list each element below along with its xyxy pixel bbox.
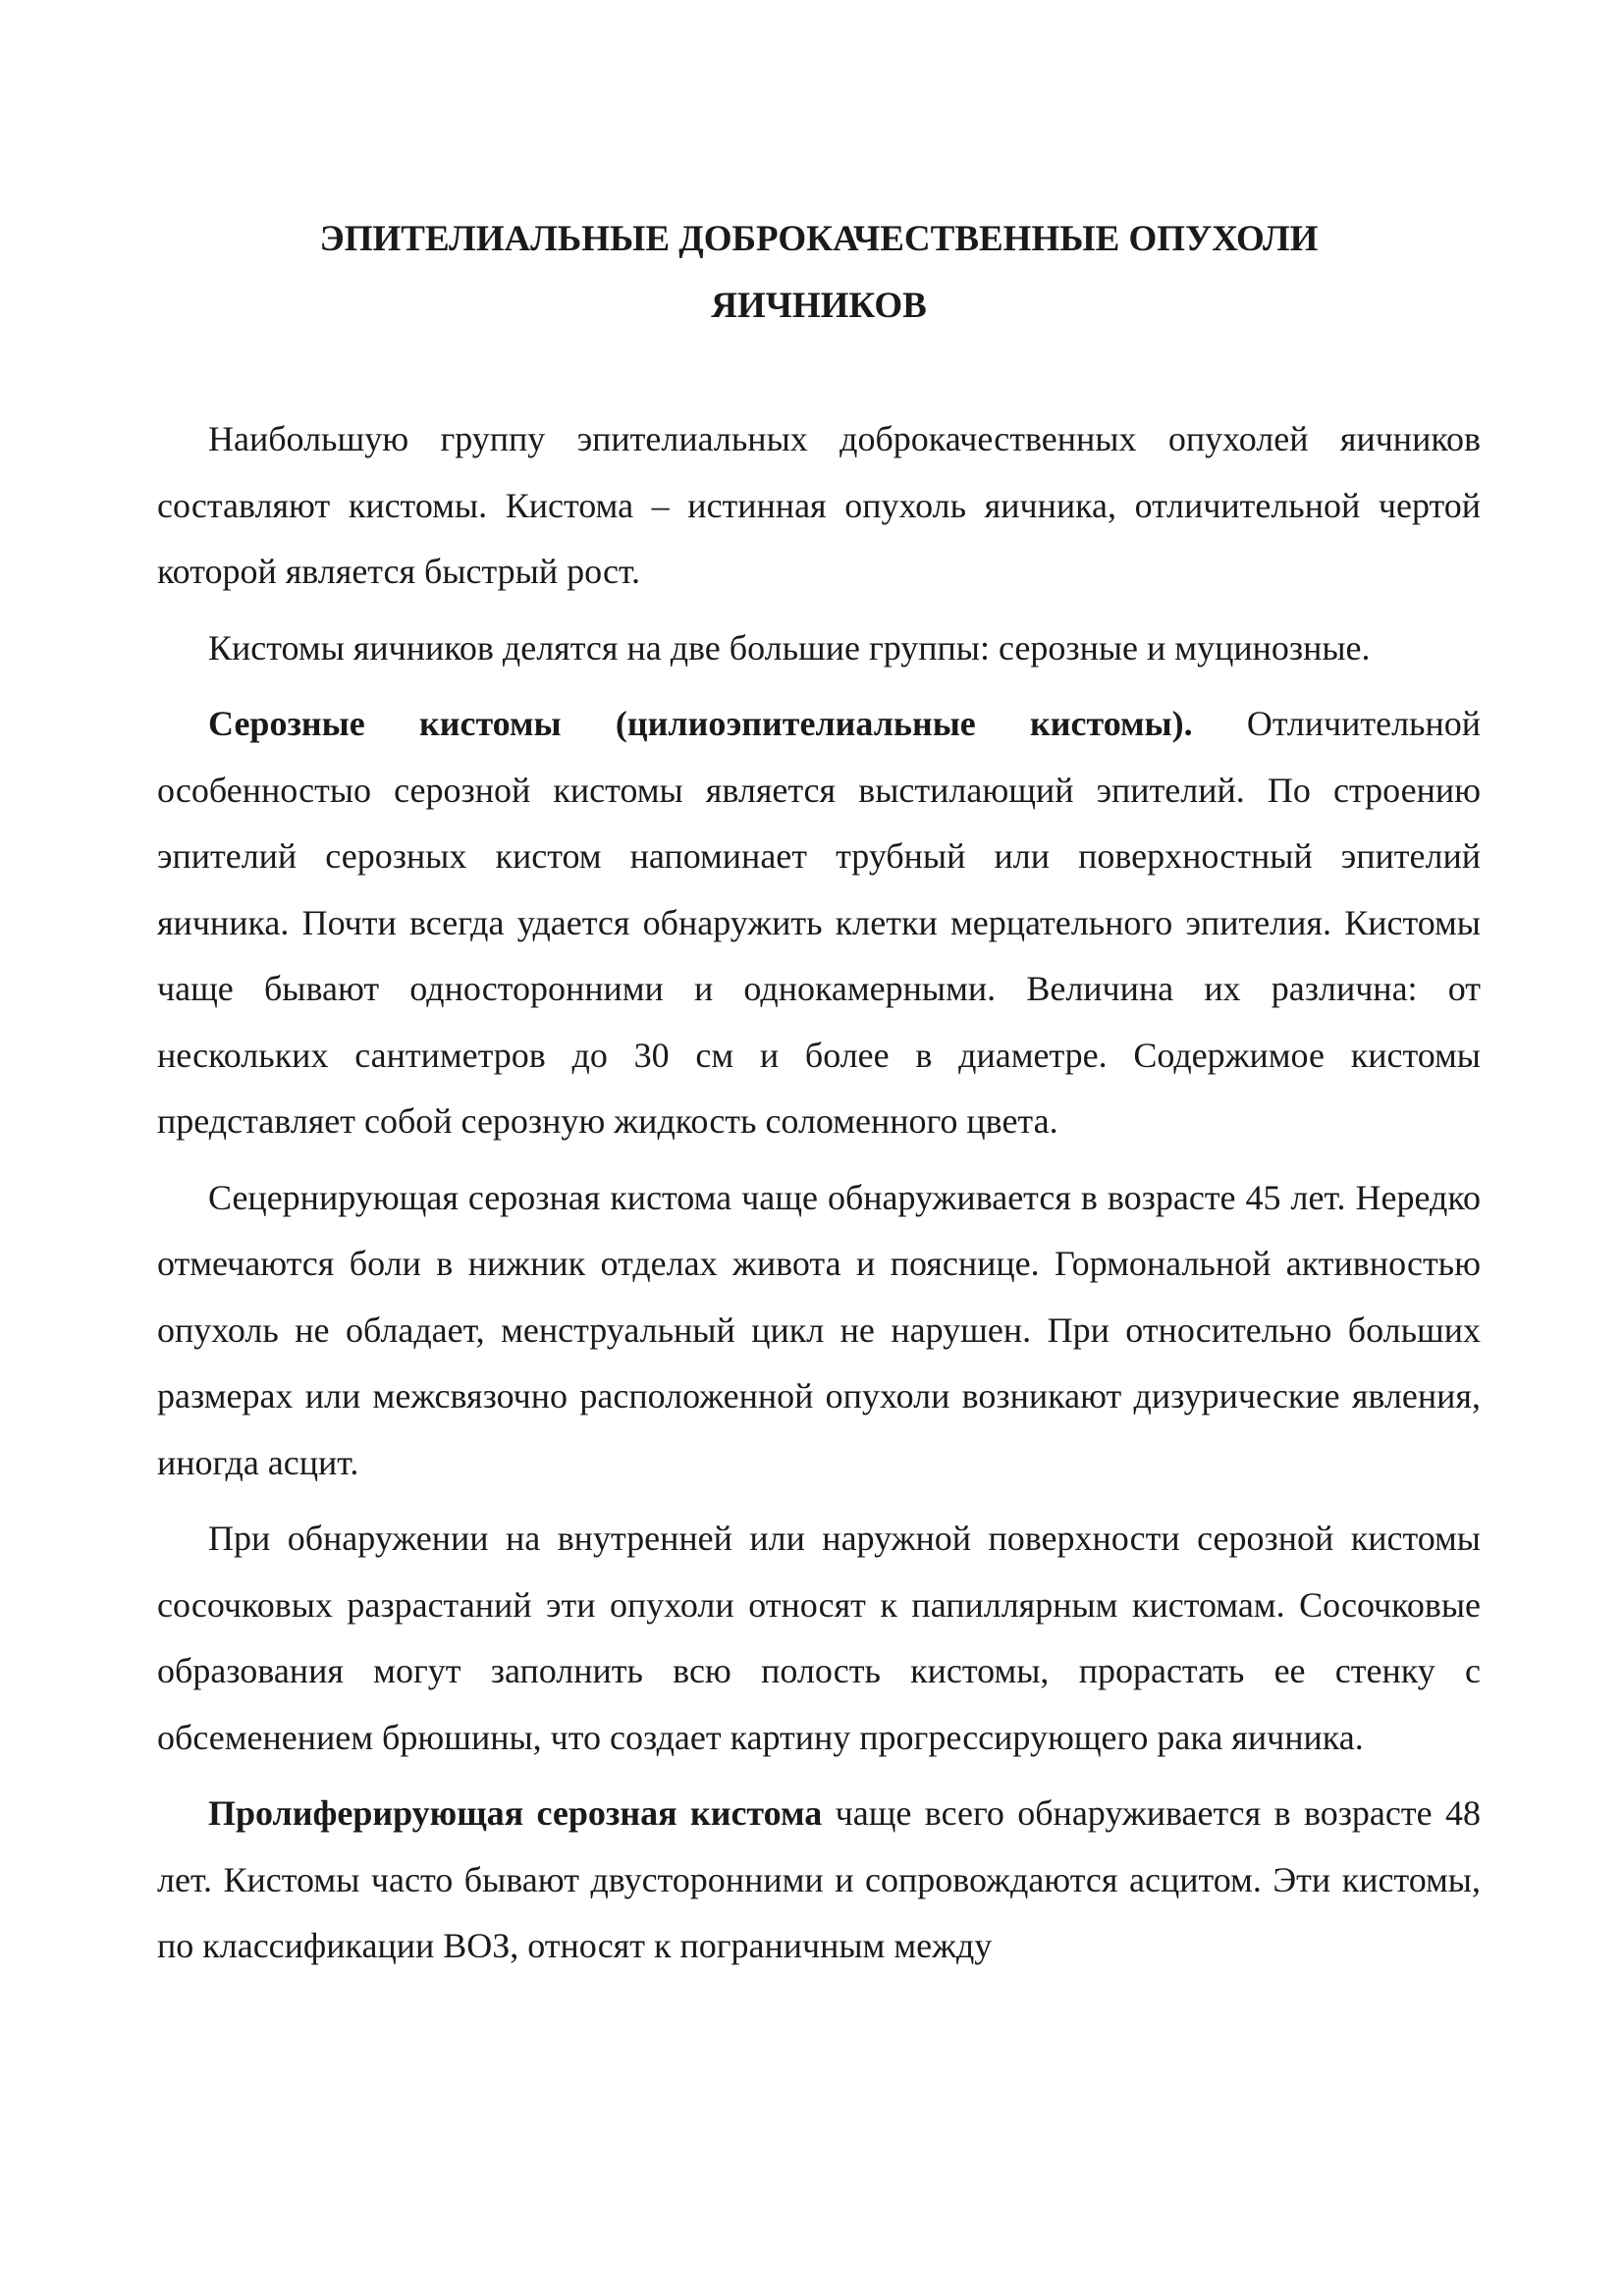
document-title xyxy=(157,206,1481,340)
title-line-2: ЯИЧНИКОВ xyxy=(711,286,927,326)
paragraph-6-heading: Пролиферирующая серозная кистома xyxy=(208,1793,823,1833)
paragraph-2: Кистомы яичников делятся на две большие группы: серозные и муцинозные. xyxy=(208,627,1371,667)
paragraph-4: Сецернирующая серозная кистома чаще обнаруживается в возрасте 45 лет. Нередко отмечаются боли в нижник отделах живота и пояснице. Гормональной активностью опухоль не обладает, менструальный цикл не нарушен. При относительно больших размерах или межсвязочно расположенной опухоли возникают дизурические явления, иногда асцит. xyxy=(157,1177,1481,1482)
document-page xyxy=(157,206,1481,1990)
paragraph-6 xyxy=(157,1781,1481,1980)
paragraph-1: Наибольшую группу эпителиальных доброкачественных опухолей яичников составляют кистомы. Кистома – истинная опухоль яичника, отличительной чертой которой является быстрый рост. xyxy=(157,419,1481,591)
title-line-1: ЭПИТЕЛИАЛЬНЫЕ ДОБРОКАЧЕСТВЕННЫЕ ОПУХОЛИ xyxy=(319,219,1319,259)
paragraph-3-text: Отличительной особенностыо серозной кистомы является выстилающий эпителий. По строению эпителий серозных кистом напоминает трубный или поверхностный эпителий яичника. Почти всегда удается обнаружить клетки мерцательного эпителия. Кистомы чаще бывают односторонними и однокамерными. Величина их различна: от нескольких сантиметров до 30 см и более в диаметре. Содержимое кистомы представляет собой серозную жидкость соломенного цвета. xyxy=(157,704,1481,1141)
paragraph-3 xyxy=(157,691,1481,1155)
paragraph-3-heading: Серозные кистомы (цилиоэпителиальные кистомы). xyxy=(208,704,1193,743)
paragraph-5: При обнаружении на внутренней или наружной поверхности серозной кистомы сосочковых разрастаний эти опухоли относят к папиллярным кистомам. Сосочковые образования могут заполнить всю полость кистомы, прорастать ее стенку с обсеменением брюшины, что создает картину прогрессирующего рака яичника. xyxy=(157,1519,1481,1757)
paragraph-6-text: чаще всего обнаруживается в возрасте 48 лет. Кистомы часто бывают двусторонними и сопровождаются асцитом. Эти кистомы, по классификации ВОЗ, относят к пограничным между xyxy=(157,1793,1481,1965)
